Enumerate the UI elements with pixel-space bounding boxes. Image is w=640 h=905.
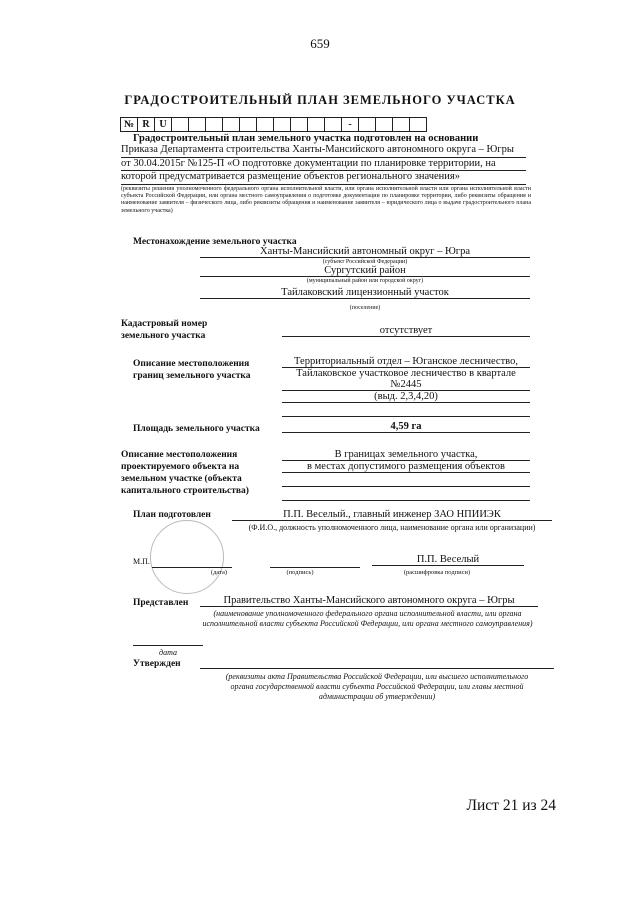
presented-value: Правительство Ханты-Мансийского автономного округа – Югры [200,595,538,607]
blank-line [282,403,530,417]
object-label-line: земельном участке (объекта [121,474,242,484]
presented-note-line: исполнительной власти субъекта Российской Федерации, или органа местного самоуправления) [202,619,533,628]
basis-heading: Градостроительный план земельного участка подготовлен на основании [133,133,479,144]
presented-note [185,609,550,629]
plan-number-cell [325,118,342,131]
boundaries-line: (выд. 2,3,4,20) [282,391,530,403]
decode-note: (расшифровка подписи) [403,569,471,576]
plan-number-cell [206,118,223,131]
plan-number-cell [274,118,291,131]
signer-name: П.П. Веселый [372,554,524,566]
plan-number-cell: № [121,118,138,131]
cadastral-label-line: земельного участка [121,331,206,341]
date-note: (дата) [210,569,228,576]
location-district-note: (муниципальный район или городской округ) [306,278,424,284]
date-caption: дата [159,648,177,657]
prepared-note: (Ф.И.О., должность уполномоченного лица, наименование органа или организации) [248,523,536,532]
plan-number-cell: R [138,118,155,131]
cadastral-value: отсутствует [282,325,530,337]
approved-note-line: органа государственной власти субъекта Российской Федерации, или главы местной [230,682,524,691]
location-district: Сургутский район [200,265,530,277]
signature-line [270,566,360,568]
presented-label: Представлен [133,598,189,608]
basis-line: от 30.04.2015г №125-П «О подготовке документации по планировке территории, на [121,158,526,172]
cadastral-label [121,318,207,342]
location-settlement: Тайлаковский лицензионный участок [200,287,530,299]
blank-line [282,473,530,487]
page-number: 659 [310,36,330,51]
plan-number-cell [223,118,240,131]
object-label-line: капитального строительства) [121,486,249,496]
location-label: Местонахождение земельного участка [133,237,297,247]
sheet-counter: Лист 21 из 24 [466,797,556,814]
location-settlement-note: (поселение) [349,305,381,311]
plan-number-cell [410,118,426,131]
basis-line: которой предусматривается размещение объектов регионального значения» [121,171,526,185]
approved-label: Утвержден [133,659,181,669]
organization-stamp [150,520,224,594]
plan-number-cell [172,118,189,131]
boundaries-description [282,356,530,417]
approved-note-line: администрации об утверждении) [318,692,436,701]
location-subject-note: (субъект Российской Федерации) [322,259,408,265]
plan-number-cell [376,118,393,131]
plan-number-cell [240,118,257,131]
signature-note: (подпись) [286,569,314,576]
cadastral-label-line: Кадастровый номер [121,319,208,329]
plan-number-grid [120,117,427,132]
plan-number-cell [189,118,206,131]
mp-label: М.П. [133,557,150,566]
date-blank-line [133,645,203,646]
approved-note-line: (реквизиты акта Правительства Российской Федерации, или высшего исполнительного [225,672,529,681]
approved-note [200,672,554,702]
location-subject: Ханты-Мансийский автономный округ – Югра [200,246,530,258]
object-label-line: Описание местоположения [121,450,238,460]
boundaries-label-line: границ земельного участка [133,371,251,381]
prepared-value: П.П. Веселый., главный инженер ЗАО НПИИЭК [232,509,552,521]
approved-line [200,656,554,669]
date-line [152,566,232,568]
plan-number-cell: - [342,118,359,131]
object-label-line: проектируемого объекта на [121,462,240,472]
basis-note: (реквизиты решения уполномоченного федерального органа исполнительной власти, или органа исполнительной власти или органа исполнительной власти субъекта Российской Федерации, или органа местного самоуправления о подготовке документации по планировке территории, либо реквизиты обращения и наименование заявителя – физического лица, либо реквизиты обращения и наименование заявителя – юридического лица о выдаче градостроительного плана земельного участка) [121,186,531,214]
boundaries-line: Территориальный отдел – Юганское лесничество, [282,356,530,368]
basis-line: Приказа Департамента строительства Ханты-Мансийского автономного округа – Югры [121,144,526,158]
area-value: 4,59 га [282,421,530,433]
boundaries-line: Тайлаковское участковое лесничество в квартале №2445 [282,368,530,391]
plan-number-cell [291,118,308,131]
object-line: в местах допустимого размещения объектов [282,461,530,473]
plan-number-cell [393,118,410,131]
plan-number-cell [308,118,325,131]
plan-number-cell: U [155,118,172,131]
boundaries-label-line: Описание местоположения [133,359,250,369]
blank-line [282,487,530,501]
object-line: В границах земельного участка, [282,449,530,461]
prepared-label: План подготовлен [133,510,211,520]
presented-note-line: (наименование уполномоченного федерального органа исполнительной власти, или органа [213,609,522,618]
object-label [121,449,249,497]
boundaries-label [133,358,250,382]
basis-text [121,144,526,185]
plan-number-cell [359,118,376,131]
document-title: ГРАДОСТРОИТЕЛЬНЫЙ ПЛАН ЗЕМЕЛЬНОГО УЧАСТКА [124,93,516,107]
plan-number-cell [257,118,274,131]
object-description [282,449,530,501]
area-label: Площадь земельного участка [133,424,260,434]
